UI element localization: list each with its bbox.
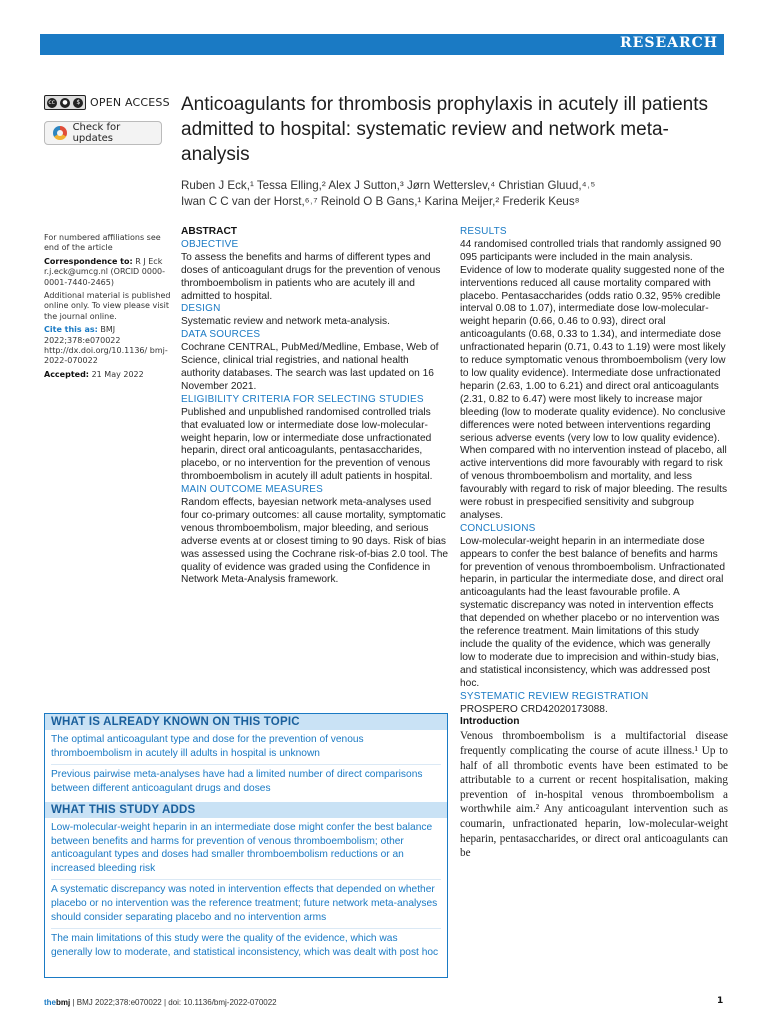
registration-text: PROSPERO CRD42020173088. xyxy=(460,703,608,715)
article-title: Anticoagulants for thrombosis prophylaxis in acutely ill patients admitted to hospital: systematic review and network meta-analysis xyxy=(181,94,708,165)
data-sources-text: Cochrane CENTRAL, PubMed/Medline, Embase, Web of Science, clinical trial registries, and national health authority databases. The search was last updated on 16 November 2021. xyxy=(181,342,439,392)
objective-text: To assess the benefits and harms of different types and doses of anticoagulant drugs for the prevention of venous thromboembolism in patients who are acutely ill and admitted to hospital. xyxy=(181,251,441,302)
introduction-heading: Introduction xyxy=(460,716,520,728)
conclusions-heading: CONCLUSIONS xyxy=(460,522,536,534)
results-text: 44 randomised controlled trials that randomly assigned 90 095 participants were included in the main analysis. Evidence of low to moderate quality suggested none of the interventions reduced all cause mortality compared with placebo. Pentasaccharides (odds ratio 0.32, 95% credible interval 0.08 to 1.07), intermediate dose low-molecular-weight heparin (0.66, 0.46 to 0.93), direct oral anticoagulants (0.68, 0.33 to 1.34), and intermediate dose unfractionated heparin (0.71, 0.43 to 1.19) were most likely to reduce symptomatic venous thromboembolism (very low to low quality evidence). Intermediate dose unfractionated heparin (2.63, 1.00 to 6.21) and direct oral anticoagulants (2.31, 0.82 to 6.47) were most likely to increase major bleeding (low to moderate quality evidence). No conclusive differences were noted between interventions regarding serious adverse events (very low to low quality evidence). When compared with no intervention instead of placebo, all active interventions did more favourably with regard to risk of venous thromboembolism and mortality, and less favourably with regard to risk of major bleeding. The results were robust in prespecified sensitivity and subgroup analyses. xyxy=(460,238,728,521)
accepted-info xyxy=(44,370,172,380)
abstract-column-1 xyxy=(181,226,449,587)
logo-the: the xyxy=(44,998,56,1007)
list-item: Previous pairwise meta-analyses have had a limited number of direct comparisons between different anticoagulant drugs and doses xyxy=(51,768,423,794)
correspondence xyxy=(44,257,172,288)
citation-info xyxy=(44,325,172,367)
correspondence-label: Correspondence to: xyxy=(44,256,133,266)
journal-logo xyxy=(44,998,70,1007)
author-list xyxy=(181,178,726,210)
list-item: The optimal anticoagulant type and dose for the prevention of venous thromboembolism in acutely ill adults in hospital is unknown xyxy=(51,730,441,765)
introduction-text: Venous thromboembolism is a multifactorial disease frequently complicating the course of acute illness.¹ Up to half of all thrombotic events have been estimated to be attributable to a current or recent hospitalisation, making prevention of in-hospital venous thromboembolism a worthwhile aim.² Any anticoagulant intervention such as coumarin, unfractionated heparin, low-molecular-weight heparin, pentasaccharides, or direct oral anticoagulants can be xyxy=(460,730,728,860)
eligibility-heading: ELIGIBILITY CRITERIA FOR SELECTING STUDIES xyxy=(181,393,424,405)
additional-material-note: Additional material is published online only. To view please visit the journal online. xyxy=(44,291,171,321)
authors-line-1: Ruben J Eck,¹ Tessa Elling,² Alex J Sutton,³ Jørn Wetterslev,⁴ Christian Gluud,⁴˒⁵ xyxy=(181,179,596,192)
article-metadata xyxy=(44,233,172,383)
accepted-label: Accepted: xyxy=(44,369,90,379)
open-access-badge xyxy=(44,95,170,110)
affiliations-note: For numbered affiliations see end of the article xyxy=(44,233,161,253)
list-item: Low-molecular-weight heparin in an intermediate dose might confer the best balance between benefits and harms for prevention of venous thromboembolism; other anticoagulant types and doses had smaller thromboembolism reductions or an increased bleeding risk xyxy=(51,818,441,881)
logo-bmj: bmj xyxy=(56,998,71,1007)
design-heading: DESIGN xyxy=(181,303,221,315)
cite-text[interactable]: BMJ 2022;378:e070022 http://dx.doi.org/10.1136/ bmj-2022-070022 xyxy=(44,325,168,366)
list-item: The main limitations of this study were the quality of the evidence, which was generally low to moderate, and statistical inconsistency, which was dealt with post hoc xyxy=(51,932,439,958)
eligibility-text: Published and unpublished randomised controlled trials that evaluated low or intermediate dose low-molecular-weight heparin, low or intermediate dose unfractionated heparin, direct oral anticoagulants, pentasaccharides, placebo, or no intervention for the prevention of venous thromboembolism in acutely ill adult patients in hospital. xyxy=(181,406,433,483)
open-access-label: OPEN ACCESS xyxy=(90,96,170,109)
conclusions-text: Low-molecular-weight heparin in an intermediate dose appears to confer the best balance of benefits and harms for prevention of venous thromboembolism. Unfractionated heparin, in particular the intermediate dose, and direct oral anticoagulants had the least favourable profile. A systematic discrepancy was noted in intervention effects that depended on whether placebo or no intervention was the reference treatment. Main limitations of this study include the quality of the evidence, which was generally low to moderate due to imprecision and within-study bias, and statistical inconsistency, which was addressed post hoc. xyxy=(460,535,726,689)
authors-line-2: Iwan C C van der Horst,⁶˒⁷ Reinold O B Gans,¹ Karina Meijer,² Frederik Keus⁸ xyxy=(181,195,580,208)
summary-box xyxy=(44,713,448,978)
outcome-heading: MAIN OUTCOME MEASURES xyxy=(181,484,323,496)
known-heading: WHAT IS ALREADY KNOWN ON THIS TOPIC xyxy=(45,714,447,730)
page-footer xyxy=(44,998,277,1007)
section-bar xyxy=(40,34,724,55)
registration-heading: SYSTEMATIC REVIEW REGISTRATION xyxy=(460,690,649,702)
accepted-date: 21 May 2022 xyxy=(91,369,144,379)
results-heading: RESULTS xyxy=(460,226,507,237)
objective-heading: OBJECTIVE xyxy=(181,238,239,250)
list-item: A systematic discrepancy was noted in intervention effects that depended on whether placebo or no intervention was the reference treatment; future network meta-analyses should consider separating placebo and no intervention arms xyxy=(51,880,441,929)
abstract-column-2 xyxy=(460,226,728,861)
section-label: RESEARCH xyxy=(620,35,718,51)
creative-commons-icon xyxy=(44,95,86,110)
design-text: Systematic review and network meta-analysis. xyxy=(181,316,390,328)
correspondence-text[interactable]: R J Eck r.j.eck@umcg.nl (ORCID 0000-0001-7440-2465) xyxy=(44,256,166,287)
crossmark-icon xyxy=(53,126,67,140)
outcome-text: Random effects, bayesian network meta-analyses used four co-primary outcomes: all cause mortality, symptomatic venous thromboembolism, major bleeding, and serious adverse events at or closest timing to 90 days. Risk of bias was assessed using the Cochrane risk-of-bias 2.0 tool. The quality of evidence was graded using the Confidence in Network Meta-Analysis framework. xyxy=(181,497,449,586)
cite-label: Cite this as: xyxy=(44,325,98,335)
cc-icon-text: cc xyxy=(48,98,55,106)
data-sources-heading: DATA SOURCES xyxy=(181,329,261,341)
adds-list xyxy=(45,818,447,966)
by-icon: ● xyxy=(60,98,70,108)
footer-citation[interactable]: | BMJ 2022;378:e070022 | doi: 10.1136/bmj-2022-070022 xyxy=(72,998,277,1007)
nc-icon: $ xyxy=(73,98,83,108)
adds-heading: WHAT THIS STUDY ADDS xyxy=(45,802,447,818)
abstract-heading: ABSTRACT xyxy=(181,226,238,237)
check-for-updates-label: Check for updates xyxy=(72,122,121,144)
check-for-updates-button[interactable] xyxy=(44,121,162,145)
known-list xyxy=(45,730,447,802)
page-number: 1 xyxy=(717,996,724,1006)
